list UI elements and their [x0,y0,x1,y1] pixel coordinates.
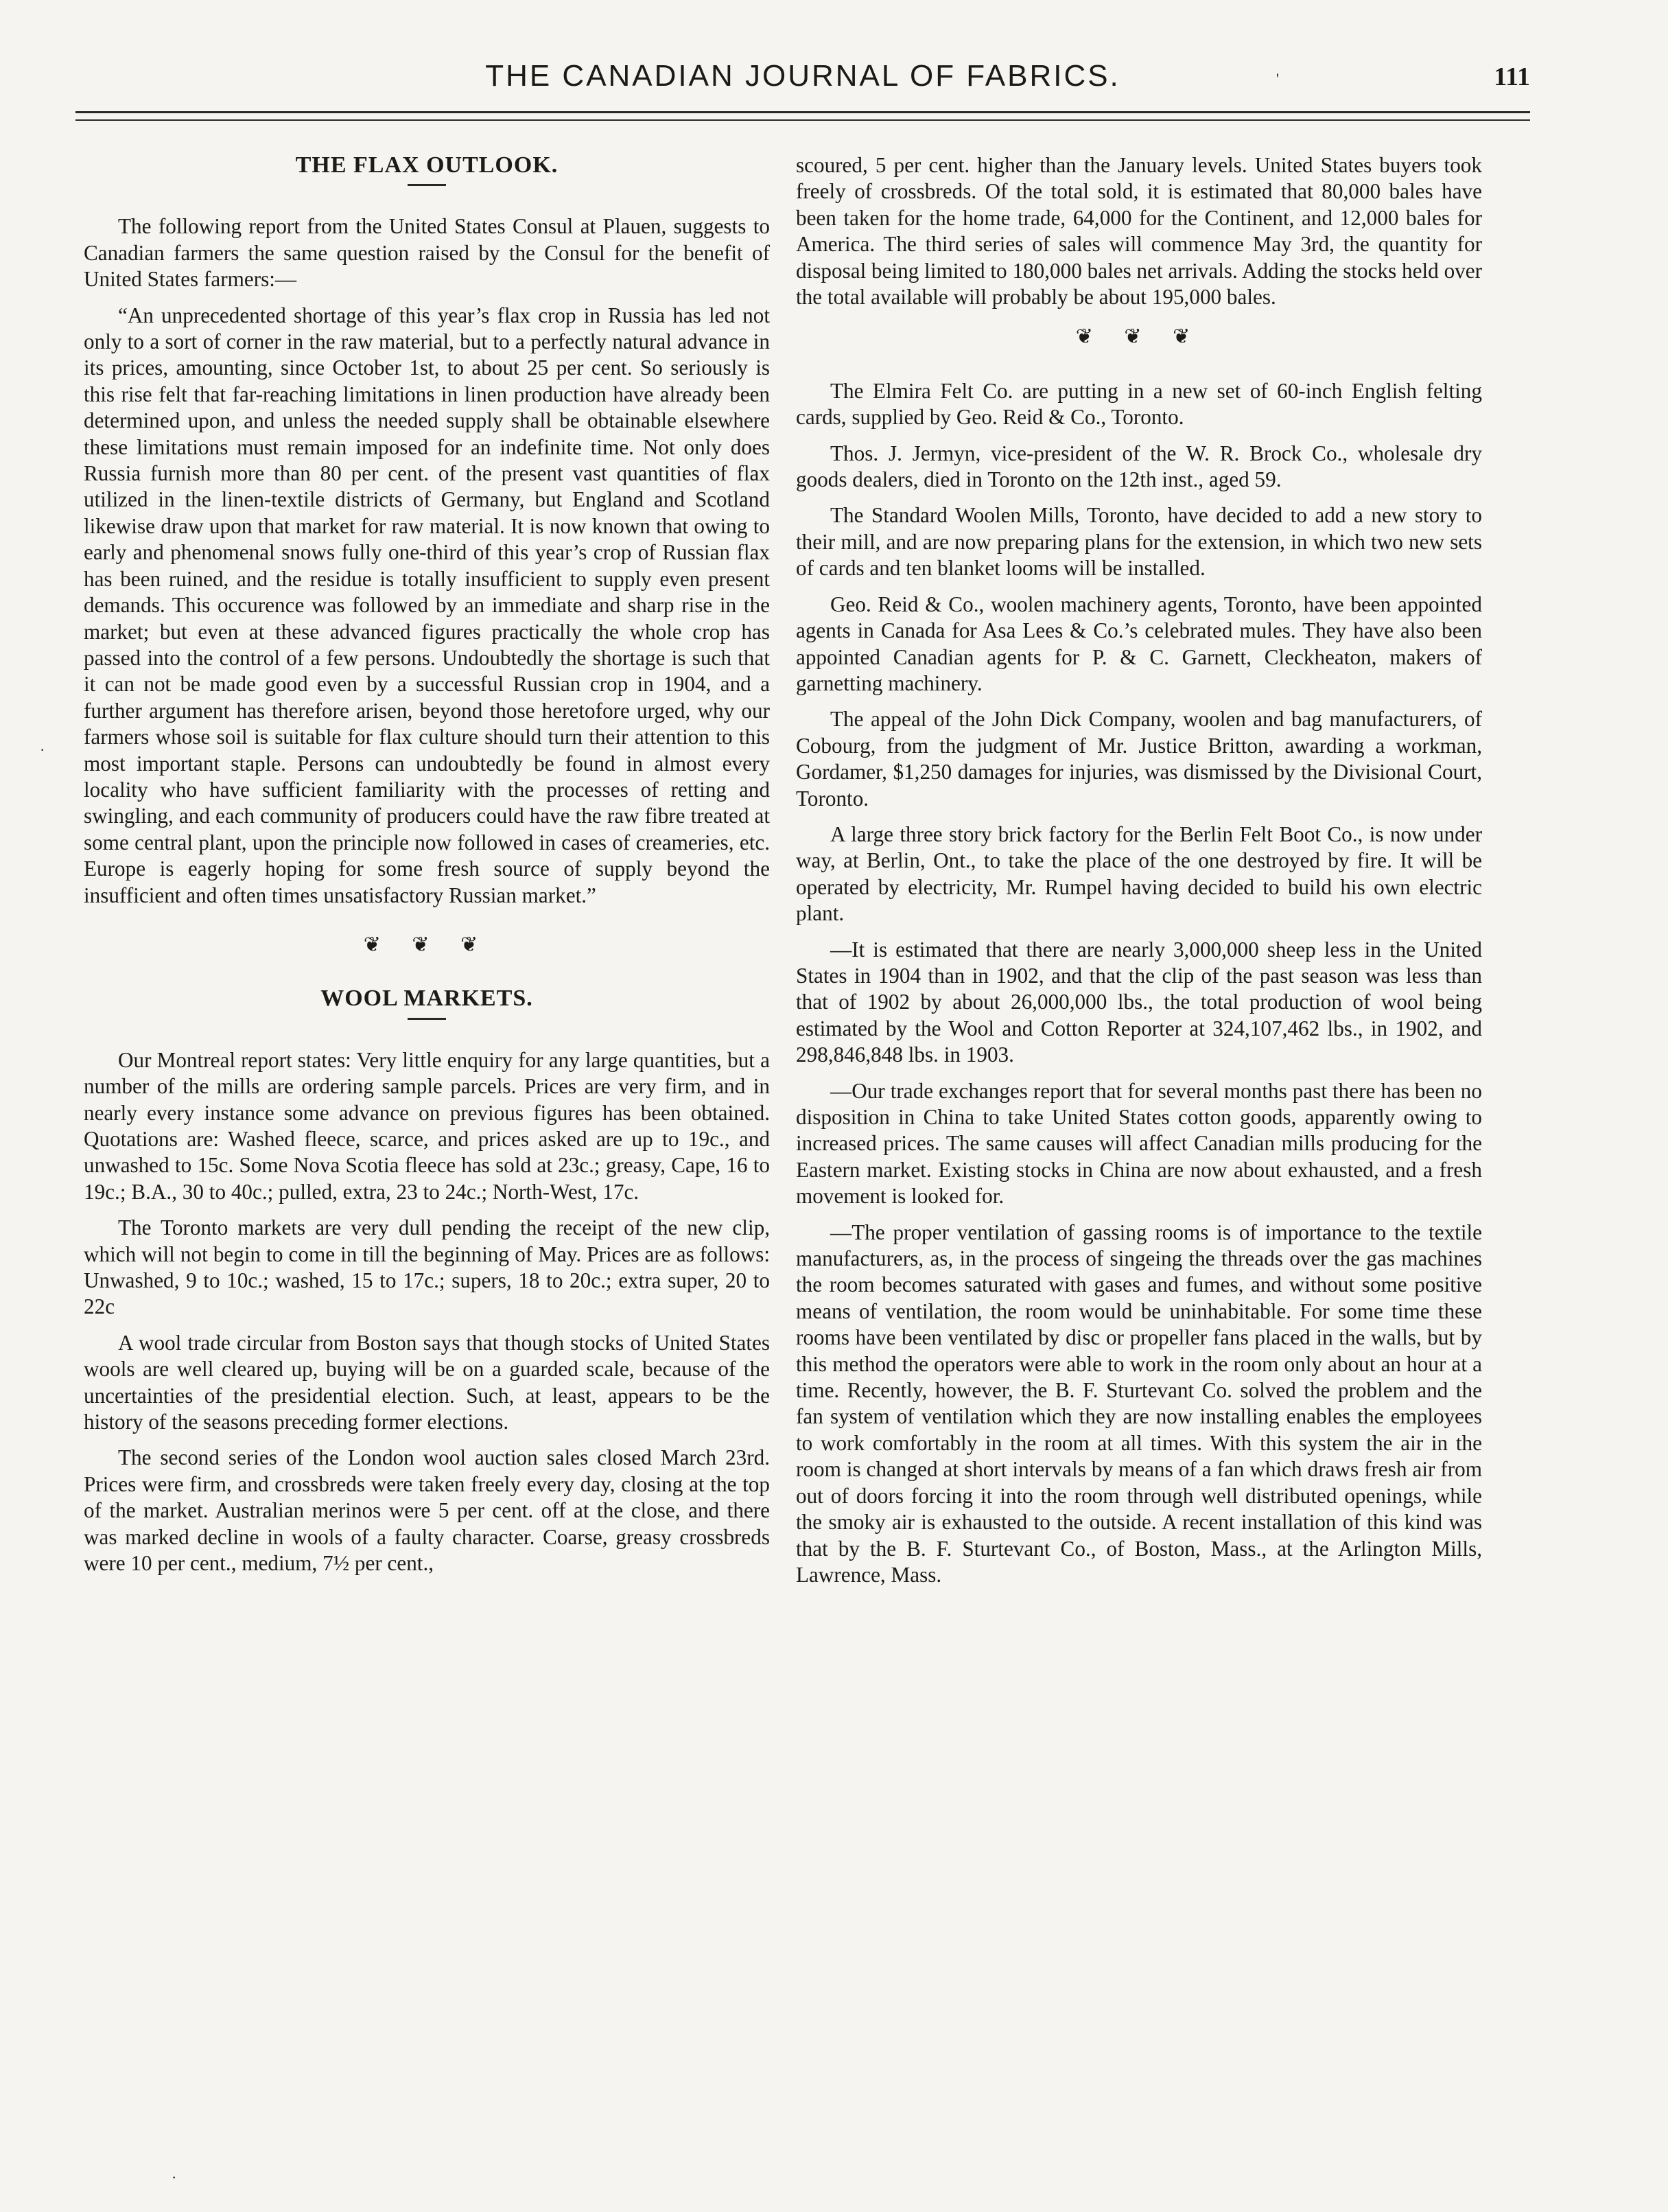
news-item: A large three story brick factory for the Berlin Felt Boot Co., is now under way, at Berlin, Ont., to take the place of the one destroyed by fire. It will be operated by electricity, Mr. Rumpel having decided to build his own electric plant. [796,822,1482,926]
news-item: —It is estimated that there are nearly 3,000,000 sheep less in the United States in 1904 than in 1902, and that the clip of the past season was less than that of 1902 by about 26,000,000 lbs., the total production of wool being estimated by the Wool and Cotton Reporter at 324,107,462 lbs., in 1902, and 298,846,848 lbs. in 1903. [796,937,1482,1067]
news-item: The Elmira Felt Co. are putting in a new set of 60-inch English felting cards, supplied by Geo. Reid & Co., Toronto. [796,378,1482,430]
news-item: —Our trade exchanges report that for several months past there has been no disposition in China to take United States cotton goods, apparently owing to increased prices. The same causes will affect Canadian mills producing for the Eastern market. Existing stocks in China are now about exhausted, and a fresh movement is looked for. [796,1078,1482,1209]
wool-paragraph: A wool trade circular from Boston says that though stocks of United States wools are well cleared up, buying will be on a guarded scale, because of the uncertainties of the presidential election. Such, at least, appears to be the history of the seasons preceding former elections. [84,1330,770,1434]
wool-paragraph: The Toronto markets are very dull pending the receipt of the new clip, which will not begin to come in till the beginning of May. Prices are as follows: Unwashed, 9 to 10c.; washed, 15 to 17c.; supers, 18 to 20c.; extra super, 20 to 22c [84,1215,770,1319]
print-speck: · [40,741,45,758]
news-item: The appeal of the John Dick Company, woolen and bag manufacturers, of Cobourg, from the judgment of Mr. Justice Britton, awarding a workman, Gordamer, $1,250 damages for injuries, was dismissed by the Divisional Court, Toronto. [796,707,1482,811]
news-item: The Standard Woolen Mills, Toronto, have decided to add a new story to their mill, and are now preparing plans for the extension, in which two new sets of cards and ten blanket looms will be installed. [796,503,1482,581]
heading-dash [408,1018,446,1020]
section-ornament: ❦ ❦ ❦ [363,932,491,957]
flax-paragraph: The following report from the United States Consul at Plauen, suggests to Canadian farmers the same question raised by the Consul for the benefit of United States farmers:— [84,214,770,292]
news-item: Geo. Reid & Co., woolen machinery agents, Toronto, have been appointed agents in Canada for Asa Lees & Co.’s celebrated mules. They have also been appointed Canadian agents for P. & C. Garnett, Cleckheaton, makers of garnetting machinery. [796,592,1482,695]
news-item: —The proper ventilation of gassing rooms is of importance to the textile manufacturers, as, in the process of singeing the threads over the gas machines the room becomes saturated with gases and fumes, and without some positive means of ventilation, the room would be uninhabitable. For some time these rooms have been ventilated by disc or propeller fans placed in the walls, but by this method the operators were able to work in the room only about an hour at a time. Recently, however, the B. F. Sturtevant Co. solved the problem and the fan system of ventilation which they are now installing enables the employees to work comfortably in the room at all times. With this system the air in the room is changed at short intervals by means of a fan which draws fresh air from out of doors forcing it into the room through well distributed openings, while the smoky air is exhausted to the outside. A recent installation of this kind was that by the B. F. Sturtevant Co., of Boston, Mass., at the Arlington Mills, Lawrence, Mass. [796,1220,1482,1587]
header-rule-bottom [75,119,1530,121]
wool-continuation: scoured, 5 per cent. higher than the January levels. United States buyers took freely of crossbreds. Of the total sold, it is estimated that 80,000 bales have been taken for the home trade, 64,000 for the Continent, and 12,000 bales for America. The third series of sales will commence May 3rd, the quantity for disposal being limited to 180,000 bales net arrivals. Adding the stocks held over the total available will probably be about 195,000 bales. [796,153,1482,310]
running-header [75,59,1530,107]
wool-paragraph: Our Montreal report states: Very little enquiry for any large quantities, but a number of the mills are ordering sample parcels. Prices are very firm, and in nearly every instance some advance on previous figures has been obtained. Quotations are: Washed fleece, scarce, and prices asked are up to 19c., and unwashed to 15c. Some Nova Scotia fleece has sold at 23c.; greasy, Cape, 16 to 19c.; B.A., 30 to 40c.; pulled, extra, 23 to 24c.; North-West, 17c. [84,1047,770,1204]
flax-paragraph: “An unprecedented shortage of this year’s flax crop in Russia has led not only to a sort of corner in the raw material, but to a perfectly natural advance in its prices, amounting, since October 1st, to about 25 per cent. So seriously is this rise felt that far-reaching limitations in linen production have already been determined upon, and unless the needed supply shall be obtainable elsewhere these limitations must remain imposed for an indefinite time. Not only does Russia furnish more than 80 per cent. of the present vast quantities of flax utilized in the linen-textile districts of Germany, but England and Scotland likewise draw upon that market for raw material. It is now known that owing to early and phenomenal snows fully one-third of this year’s crop of Russian flax has been ruined, and the residue is totally insufficient to supply even present demands. This occurence was followed by an immediate and sharp rise in the market; but even at these advanced figures practically the whole crop has passed into the control of a few persons. Undoubtedly the shortage is such that it can not be made good even by a successful Russian crop in 1904, and a further argument has therefore arisen, beyond those heretofore urged, why our farmers whose soil is suitable for flax culture should turn their attention to this most important staple. Persons can undoubtedly be found in almost every locality who have sufficient familiarity with the processes of retting and swingling, and each community of producers could have the raw fibre treated at some central plant, upon the principle now followed in cases of creameries, etc. Europe is eagerly hoping for some fresh source of supply beyond the insufficient and often times unsatisfactory Russian market.” [84,303,770,907]
print-speck: ' [1276,70,1279,87]
news-item: Thos. J. Jermyn, vice-president of the W. R. Brock Co., wholesale dry goods dealers, died in Toronto on the 12th inst., aged 59. [796,441,1482,492]
heading-dash [408,184,446,186]
wool-heading: WOOL MARKETS. [320,986,533,1012]
right-column [796,152,1482,1598]
left-column [84,152,770,1587]
section-ornament: ❦ ❦ ❦ [1075,325,1203,349]
header-rule-top [75,111,1530,113]
journal-title: THE CANADIAN JOURNAL OF FABRICS. [485,59,1120,93]
print-speck: · [172,2169,177,2186]
flax-heading: THE FLAX OUTLOOK. [295,152,559,178]
wool-paragraph: The second series of the London wool auction sales closed March 23rd. Prices were firm, and crossbreds were taken freely every day, closing at the top of the market. Australian merinos were 5 per cent. off at the close, and there was marked decline in wools of a faulty character. Coarse, greasy crossbreds were 10 per cent., medium, 7½ per cent., [84,1445,770,1576]
page-number: 111 [1494,62,1530,91]
